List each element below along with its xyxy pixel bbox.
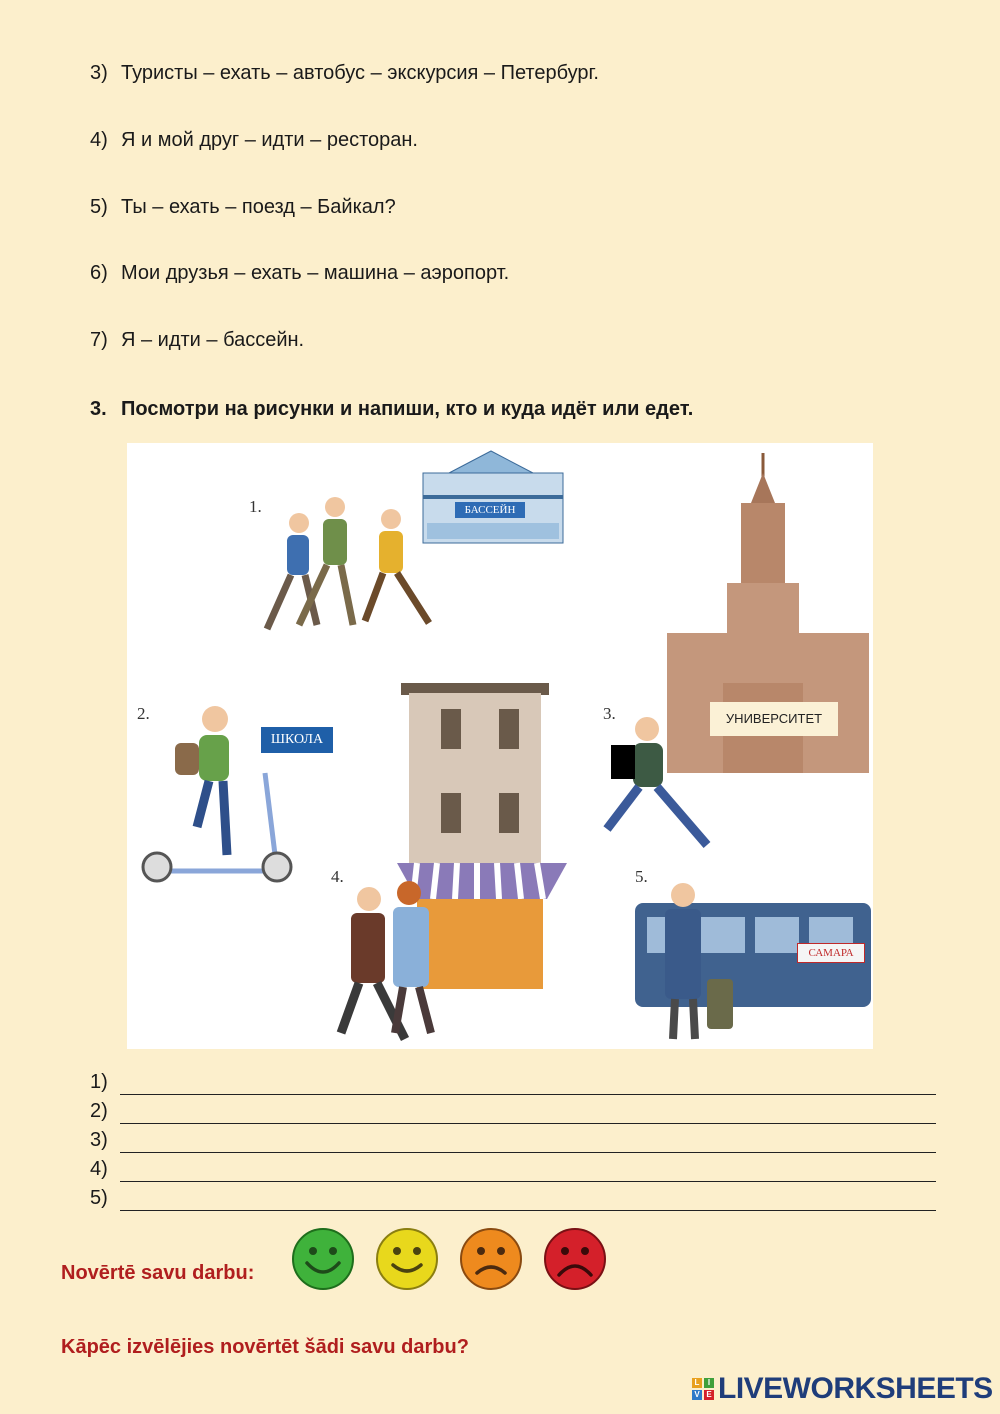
- sentence-text: Ты – ехать – поезд – Байкал?: [121, 196, 396, 218]
- answer-row-5: [90, 1187, 936, 1213]
- very-sad-face-icon[interactable]: [543, 1227, 607, 1291]
- sentence-3: [90, 62, 599, 85]
- logo-letter: V: [692, 1390, 702, 1400]
- pool-sign: БАССЕЙН: [455, 502, 525, 518]
- answer-input-5[interactable]: [120, 1190, 936, 1211]
- logo-letter: I: [704, 1378, 714, 1388]
- samara-sign: САМАРА: [797, 943, 865, 963]
- answer-input-2[interactable]: [120, 1103, 936, 1124]
- pool-building: [423, 451, 563, 543]
- sentence-number: 4): [90, 129, 108, 151]
- brand-text: LIVEWORKSHEETS: [718, 1372, 993, 1405]
- sentence-text: Туристы – ехать – автобус – экскурсия – Петербург.: [121, 62, 599, 84]
- sentence-text: Мои друзья – ехать – машина – аэропорт.: [121, 262, 510, 284]
- rating-label: Novērtē savu darbu:: [61, 1262, 255, 1284]
- sentence-number: 5): [90, 196, 108, 218]
- sentence-7: [90, 329, 304, 352]
- answer-row-4: [90, 1158, 936, 1184]
- answer-number: 1): [90, 1071, 108, 1093]
- sentence-4: [90, 129, 418, 152]
- liveworksheets-logo[interactable]: [692, 1373, 993, 1405]
- picture-number-1: 1.: [249, 497, 262, 516]
- smile-face-icon[interactable]: [375, 1227, 439, 1291]
- answer-number: 4): [90, 1158, 108, 1180]
- sentence-number: 3): [90, 62, 108, 84]
- picture-number-2: 2.: [137, 704, 150, 723]
- answer-row-3: [90, 1129, 936, 1155]
- answer-input-3[interactable]: [120, 1132, 936, 1153]
- sentence-text: Я и мой друг – идти – ресторан.: [121, 129, 418, 151]
- answer-number: 2): [90, 1100, 108, 1122]
- sentence-number: 6): [90, 262, 108, 284]
- illustration-drawing: [127, 443, 873, 1049]
- illustration: [127, 443, 873, 1049]
- answer-row-1: [90, 1071, 936, 1097]
- answer-row-2: [90, 1100, 936, 1126]
- happy-face-icon[interactable]: [291, 1227, 355, 1291]
- picture-number-4: 4.: [331, 867, 344, 886]
- sentence-text: Я – идти – бассейн.: [121, 329, 305, 351]
- university-sign: УНИВЕРСИТЕТ: [710, 702, 838, 736]
- sad-face-icon[interactable]: [459, 1227, 523, 1291]
- answer-input-1[interactable]: [120, 1074, 936, 1095]
- exercise-number: 3.: [90, 398, 107, 420]
- answer-input-4[interactable]: [120, 1161, 936, 1182]
- sentence-5: [90, 196, 396, 219]
- logo-letter: E: [704, 1390, 714, 1400]
- school-sign: ШКОЛА: [261, 727, 333, 753]
- logo-letter: L: [692, 1378, 702, 1388]
- answer-number: 3): [90, 1129, 108, 1151]
- sentence-number: 7): [90, 329, 108, 351]
- rating-question: Kāpēc izvēlējies novērtēt šādi savu darbu?: [61, 1336, 469, 1358]
- exercise-3-heading: [90, 398, 693, 421]
- answer-number: 5): [90, 1187, 108, 1209]
- sentence-6: [90, 262, 509, 285]
- picture-number-5: 5.: [635, 867, 648, 886]
- liveworksheets-icon: [692, 1378, 714, 1400]
- walking-boys: [267, 497, 429, 629]
- exercise-title: Посмотри на рисунки и напиши, кто и куда идёт или едет.: [121, 398, 694, 420]
- picture-number-3: 3.: [603, 704, 616, 723]
